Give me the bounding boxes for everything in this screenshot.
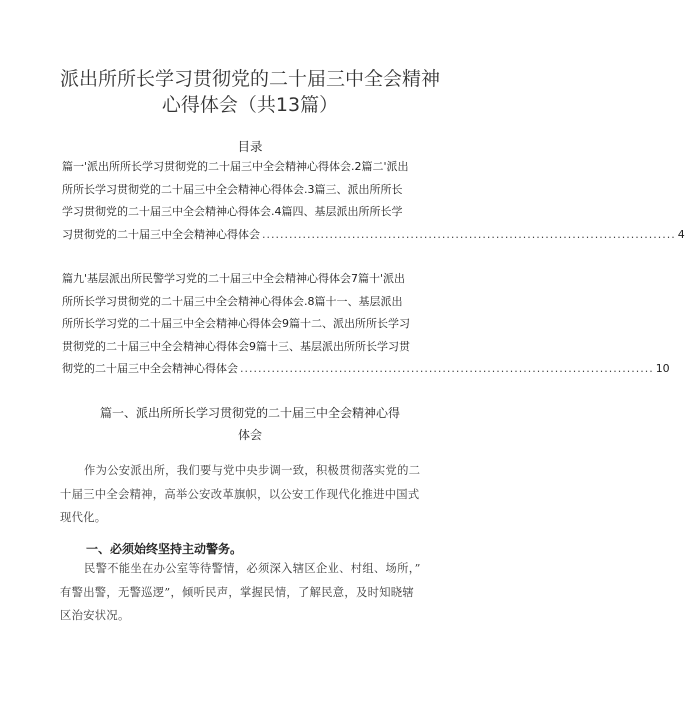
- paragraph-line: 现代化。: [60, 511, 107, 524]
- paragraph-line: 民警不能坐在办公室等待警情，必须深入辖区企业、村组、场所，”: [84, 562, 421, 575]
- toc-line[interactable]: [62, 268, 444, 291]
- title-line-2: 心得体会（共13篇）: [161, 94, 339, 116]
- body-paragraph-2: [60, 557, 442, 628]
- paragraph-line: 十届三中全会精神，高举公安改革旗帜，以公安工作现代化推进中国式: [60, 487, 420, 501]
- toc-line-text: 学习贯彻党的二十届三中全会精神心得体会.4篇四、基层派出所所长学: [62, 205, 403, 219]
- toc-line[interactable]: [62, 156, 444, 179]
- section-heading-line-2: 体会: [237, 428, 262, 442]
- document-title: [40, 66, 460, 118]
- toc-line-text: 篇一'派出所所长学习贯彻党的二十届三中全会精神心得体会.2篇二'派出: [62, 160, 409, 173]
- toc-line-text: 贯彻党的二十届三中全会精神心得体会9篇十三、基层派出所所长学习贯: [62, 339, 410, 353]
- title-line-1: 派出所所长学习贯彻党的二十届三中全会精神: [59, 68, 440, 90]
- section-heading-line-1: 篇一、派出所所长学习贯彻党的二十届三中全会精神心得: [99, 406, 400, 420]
- toc-line[interactable]: [62, 291, 444, 314]
- toc-line[interactable]: [62, 179, 444, 202]
- toc-line-text: 篇九'基层派出所民警学习党的二十届三中全会精神心得体会7篇十'派出: [62, 272, 406, 285]
- toc-line-text: 习贯彻党的二十届三中全会精神心得体会: [62, 227, 260, 241]
- toc-line-with-page[interactable]: [62, 358, 670, 381]
- toc-leader-dots: ............................................................................................: [240, 362, 654, 376]
- toc-line[interactable]: [62, 201, 444, 224]
- toc-line-with-page[interactable]: [62, 224, 685, 247]
- section-heading: [60, 402, 440, 446]
- toc-line-text: 所所长学习党的二十届三中全会精神心得体会9篇十二、派出所所长学习: [62, 317, 410, 331]
- toc-line[interactable]: [62, 313, 444, 336]
- toc-heading: 目录: [237, 139, 263, 154]
- toc-line-text: 彻党的二十届三中全会精神心得体会: [62, 362, 238, 376]
- paragraph-line: 有警出警，无警巡逻”，倾听民声，掌握民情，了解民意，及时知晓辖: [60, 585, 414, 599]
- paragraph-line: 作为公安派出所，我们要与党中央步调一致，积极贯彻落实党的二: [84, 464, 421, 477]
- paragraph-line: 区治安状况。: [60, 609, 130, 622]
- toc-line-text: 所所长学习贯彻党的二十届三中全会精神心得体会.3篇三、派出所所长: [62, 182, 403, 196]
- toc-line[interactable]: [62, 336, 444, 359]
- subheading-1: 一、必须始终坚持主动警务。: [86, 542, 243, 556]
- toc-page-number: 10: [655, 362, 670, 376]
- toc-leader-dots: ............................................................................................: [262, 227, 676, 241]
- body-paragraph-1: [60, 459, 442, 530]
- toc-block-2: [62, 268, 670, 381]
- toc-block-1: [62, 156, 685, 246]
- toc-line-text: 所所长学习贯彻党的二十届三中全会精神心得体会.8篇十一、基层派出: [62, 294, 403, 308]
- toc-page-number: 4: [677, 227, 685, 241]
